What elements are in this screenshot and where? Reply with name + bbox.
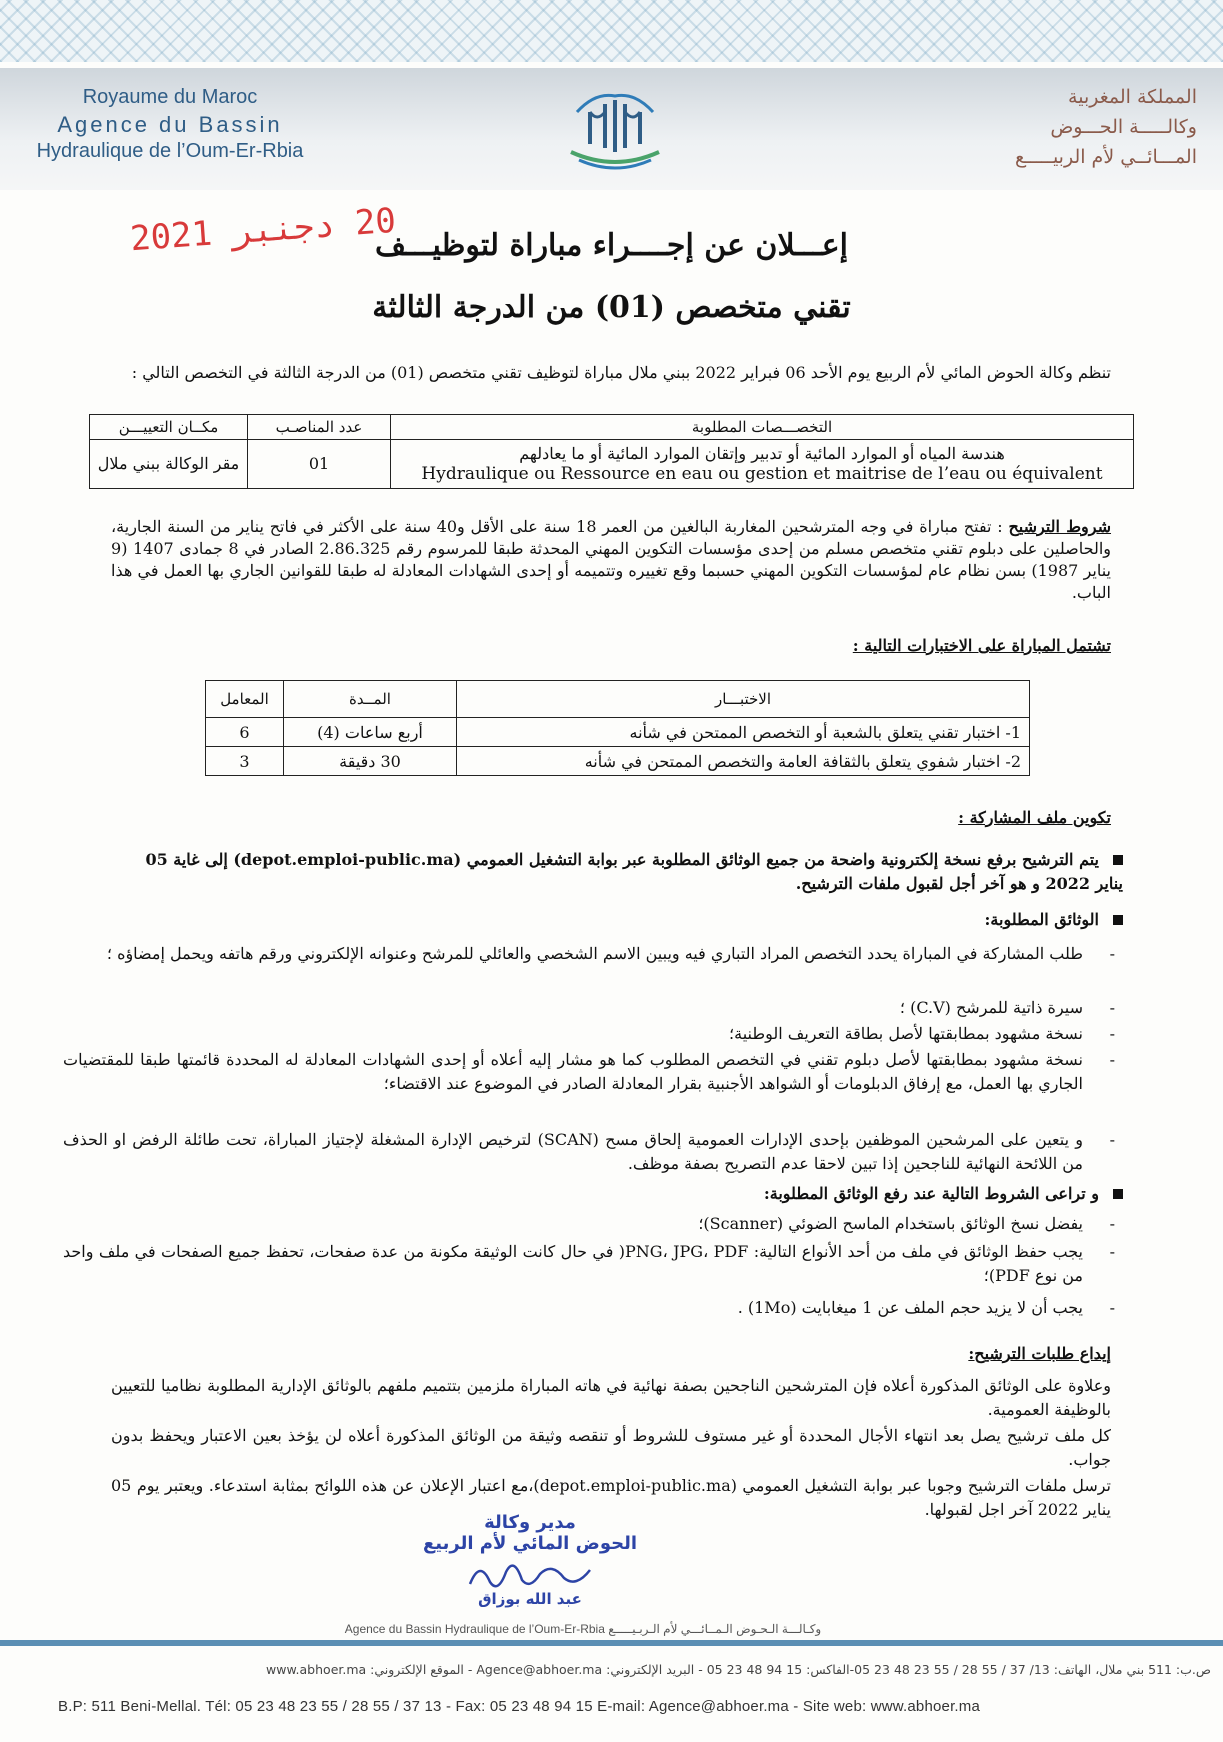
header-fr xyxy=(20,84,320,165)
water-logo-icon xyxy=(565,82,665,172)
deposit-paragraph-2: كل ملف ترشيح يصل بعد انتهاء الأجال المحددة أو غير مستوف للشروط أو تنقصه وثيقة من الوثائق المذكورة أعلاه لن يؤخذ بعين الاعتبار ويحفظ بدون جواب. xyxy=(111,1426,1111,1469)
decorative-pattern xyxy=(0,0,1223,62)
kingdom-fr: Royaume du Maroc xyxy=(82,86,258,108)
file-bullet-1 xyxy=(113,848,1123,896)
list-item: - طلب المشاركة في المباراة يحدد التخصص المراد التباري فيه ويبين الاسم الشخصي والعائلي للمرشح وعنوانه الإلكتروني ورقم هاتفه ويحمل إمضاؤه ؛ xyxy=(63,942,1083,966)
test-name: 1- اختبار تقني يتعلق بالشعبة أو التخصص الممتحن في شأنه xyxy=(457,718,1030,747)
signature-line-1: مدير وكالة xyxy=(484,1512,576,1533)
upload-bullet xyxy=(113,1182,1123,1206)
date-stamp: 20 دجنبر 2021 xyxy=(128,200,398,260)
test-name: 2- اختبار شفوي يتعلق بالثقافة العامة والتخصص الممتحن في شأنه xyxy=(457,747,1030,776)
spec-header-place: مكــان التعييـــن xyxy=(90,415,248,440)
footer-contact-fr: B.P: 511 Beni-Mellal. Tél: 05 23 48 23 55 / 28 55 / 37 13 - Fax: 05 23 48 94 15 E-mail: Agence@abhoer.ma - Site web: www.abhoer.ma xyxy=(58,1698,981,1715)
list-item: - نسخة مشهود بمطابقتها لأصل دبلوم تقني في التخصص المطلوب كما هو مشار إليه أعلاه أو إحدى الشهادات المعادلة له المحددة قائمتها طبقا للمقتضيات الجاري بها العمل، مع إرفاق الدبلومات أو الشواهد الأجنبية بقرار المعادلة الصادر في الموضوع عند الاقتضاء؛ xyxy=(63,1048,1083,1096)
file-heading: تكوين ملف المشاركة : xyxy=(958,808,1111,827)
list-item: - يجب أن لا يزيد حجم الملف عن 1 ميغابايت (1Mo) . xyxy=(63,1296,1083,1320)
basin-ar: المـــائــي لأم الربيـــــع xyxy=(1015,146,1197,168)
spec-cell-count: 01 xyxy=(248,440,391,489)
file-bullet-1-text: يتم الترشيح برفع نسخة إلكترونية واضحة من جميع الوثائق المطلوبة عبر بوابة التشغيل العمومي (depot.emploi-public.ma) إلى غاية 05 يناير 2022 و هو آخر أجل لقبول ملفات الترشيح. xyxy=(145,850,1123,893)
kingdom-ar: المملكة المغربية xyxy=(1068,86,1197,108)
list-item: - و يتعين على المرشحين الموظفين بإحدى الإدارات العمومية إلحاق مسح (SCAN) لترخيص الإدارة المشغلة لإجتياز المباراة، تحت طائلة الرفض او الحذف من اللائحة النهائية للناجحين إذا تبين لاحقا عدم التصريح بصفة موظف. xyxy=(63,1128,1083,1176)
header-ar xyxy=(967,82,1197,172)
list-item: - يجب حفظ الوثائق في ملف من أحد الأنواع التالية: PNG، JPG، PDF( في حال كانت الوثيقة مكونة من عدة صفحات، تحفظ جميع الصفحات في ملف واحد من نوع PDF)؛ xyxy=(63,1240,1083,1288)
handwritten-signature-icon xyxy=(460,1554,600,1594)
docs-label: الوثائق المطلوبة: xyxy=(984,910,1099,929)
square-bullet-icon xyxy=(1113,915,1123,925)
spec-cell-place: مقر الوكالة ببني ملال xyxy=(90,440,248,489)
upload-label: و تراعى الشروط التالية عند رفع الوثائق المطلوبة: xyxy=(763,1184,1099,1203)
test-duration: 30 دقيقة xyxy=(284,747,457,776)
list-item: - يفضل نسخ الوثائق باستخدام الماسح الضوئي (Scanner)؛ xyxy=(63,1212,1083,1236)
square-bullet-icon xyxy=(1113,1189,1123,1199)
footer-divider xyxy=(0,1640,1223,1646)
tests-heading: تشتمل المباراة على الاختبارات التالية : xyxy=(852,636,1111,655)
conditions-label: شروط الترشيح xyxy=(1008,517,1112,536)
test-header-coef: المعامل xyxy=(206,681,284,718)
footer-agency: Agence du Bassin Hydraulique de l’Oum-Er-Rbia وكـالـــة الـحـوض الـمــائـــي لأم الـربـيـــــع xyxy=(344,1622,822,1636)
spec-cell-specialty xyxy=(391,440,1134,489)
title-line-2: تقني متخصص (01) من الدرجة الثالثة xyxy=(372,290,851,325)
table-row xyxy=(206,718,1030,747)
spec-header-specialties: التخصـــصات المطلوبة xyxy=(391,415,1134,440)
test-header-test: الاختبـــار xyxy=(457,681,1030,718)
intro-paragraph: تنظم وكالة الحوض المائي لأم الربيع يوم الأحد 06 فبراير 2022 ببني ملال مباراة لتوظيف تقني متخصص (01) من الدرجة الثالثة في التخصص التالي : xyxy=(131,363,1111,382)
agency-ar: وكالـــــة الحـــوض xyxy=(1050,116,1197,138)
specialty-table xyxy=(89,414,1134,489)
conditions-paragraph xyxy=(111,516,1111,604)
spec-ar: هندسة المياه أو الموارد المائية أو تدبير وإتقان الموارد المائية أو ما يعادلهم xyxy=(519,444,1005,463)
signature-line-2: الحوض المائي لأم الربيع xyxy=(422,1533,638,1554)
signature-stamp xyxy=(380,1512,680,1608)
tests-table xyxy=(205,680,1030,776)
table-row xyxy=(206,747,1030,776)
test-duration: أربع ساعات (4) xyxy=(284,718,457,747)
footer-contact-ar: ص.ب: 511 بني ملال، الهاتف: 13/ 37 / 55 28 / 55 23 48 23 05-الفاكس: 15 94 48 23 05 - البريد الإلكتروني: Agence@abhoer.ma - الموقع الإلكتروني: www.abhoer.ma xyxy=(266,1662,1211,1677)
deposit-heading: إيداع طلبات الترشيح: xyxy=(968,1344,1111,1363)
docs-bullet xyxy=(113,908,1123,932)
list-item: - نسخة مشهود بمطابقتها لأصل بطاقة التعريف الوطنية؛ xyxy=(63,1022,1083,1046)
spec-header-count: عدد المناصـب xyxy=(248,415,391,440)
test-header-duration: المــدة xyxy=(284,681,457,718)
signature-name: عبد الله بوزاق xyxy=(478,1590,582,1608)
deposit-paragraph-1: وعلاوة على الوثائق المذكورة أعلاه فإن المترشحين الناجحين بصفة نهائية في هاته المباراة ملزمين بتتميم ملفهم بالوثائق الإدارية المطلوبة نظاميا للتعيين بالوظيفة العمومية. xyxy=(111,1376,1111,1419)
agency-fr: Agence du Bassin xyxy=(57,112,283,137)
test-coef: 3 xyxy=(206,747,284,776)
list-item: - سيرة ذاتية للمرشح (C.V) ؛ xyxy=(63,996,1083,1020)
deposit-paragraph-3: ترسل ملفات الترشيح وجوبا عبر بوابة التشغيل العمومي (depot.emploi-public.ma)،مع اعتبار الإعلان عن هذه اللوائح بمثابة استدعاء. ويعتبر يوم 05 يناير 2022 آخر اجل لقبولها. xyxy=(111,1476,1112,1519)
test-coef: 6 xyxy=(206,718,284,747)
title-line-1: إعـــلان عن إجــــراء مباراة لتوظيـــف xyxy=(375,228,848,263)
conditions-text: : تفتح مباراة في وجه المترشحين المغاربة البالغين من العمر 18 سنة على الأقل و40 سنة على الأكثر في فاتح يناير من السنة الجارية، والحاصلين على دبلوم تقني متخصص مسلم من إحدى مؤسسات التكوين المهني المحدثة طبقا للمرسوم رقم 2.86.325 الصادر في 8 جمادى 1407 (9 يناير 1987) بسن نظام عام لمؤسسات التكوين المهني حسبما وقع تغييره وتتميمه أو إحدى الشهادات المعادلة له طبقا للقوانين الجاري بها العمل في هذا الباب. xyxy=(111,517,1112,602)
spec-fr: Hydraulique ou Ressource en eau ou gestion et maitrise de l’eau ou équivalent xyxy=(421,464,1103,484)
basin-fr: Hydraulique de l’Oum-Er-Rbia xyxy=(36,140,304,162)
square-bullet-icon xyxy=(1113,855,1123,865)
